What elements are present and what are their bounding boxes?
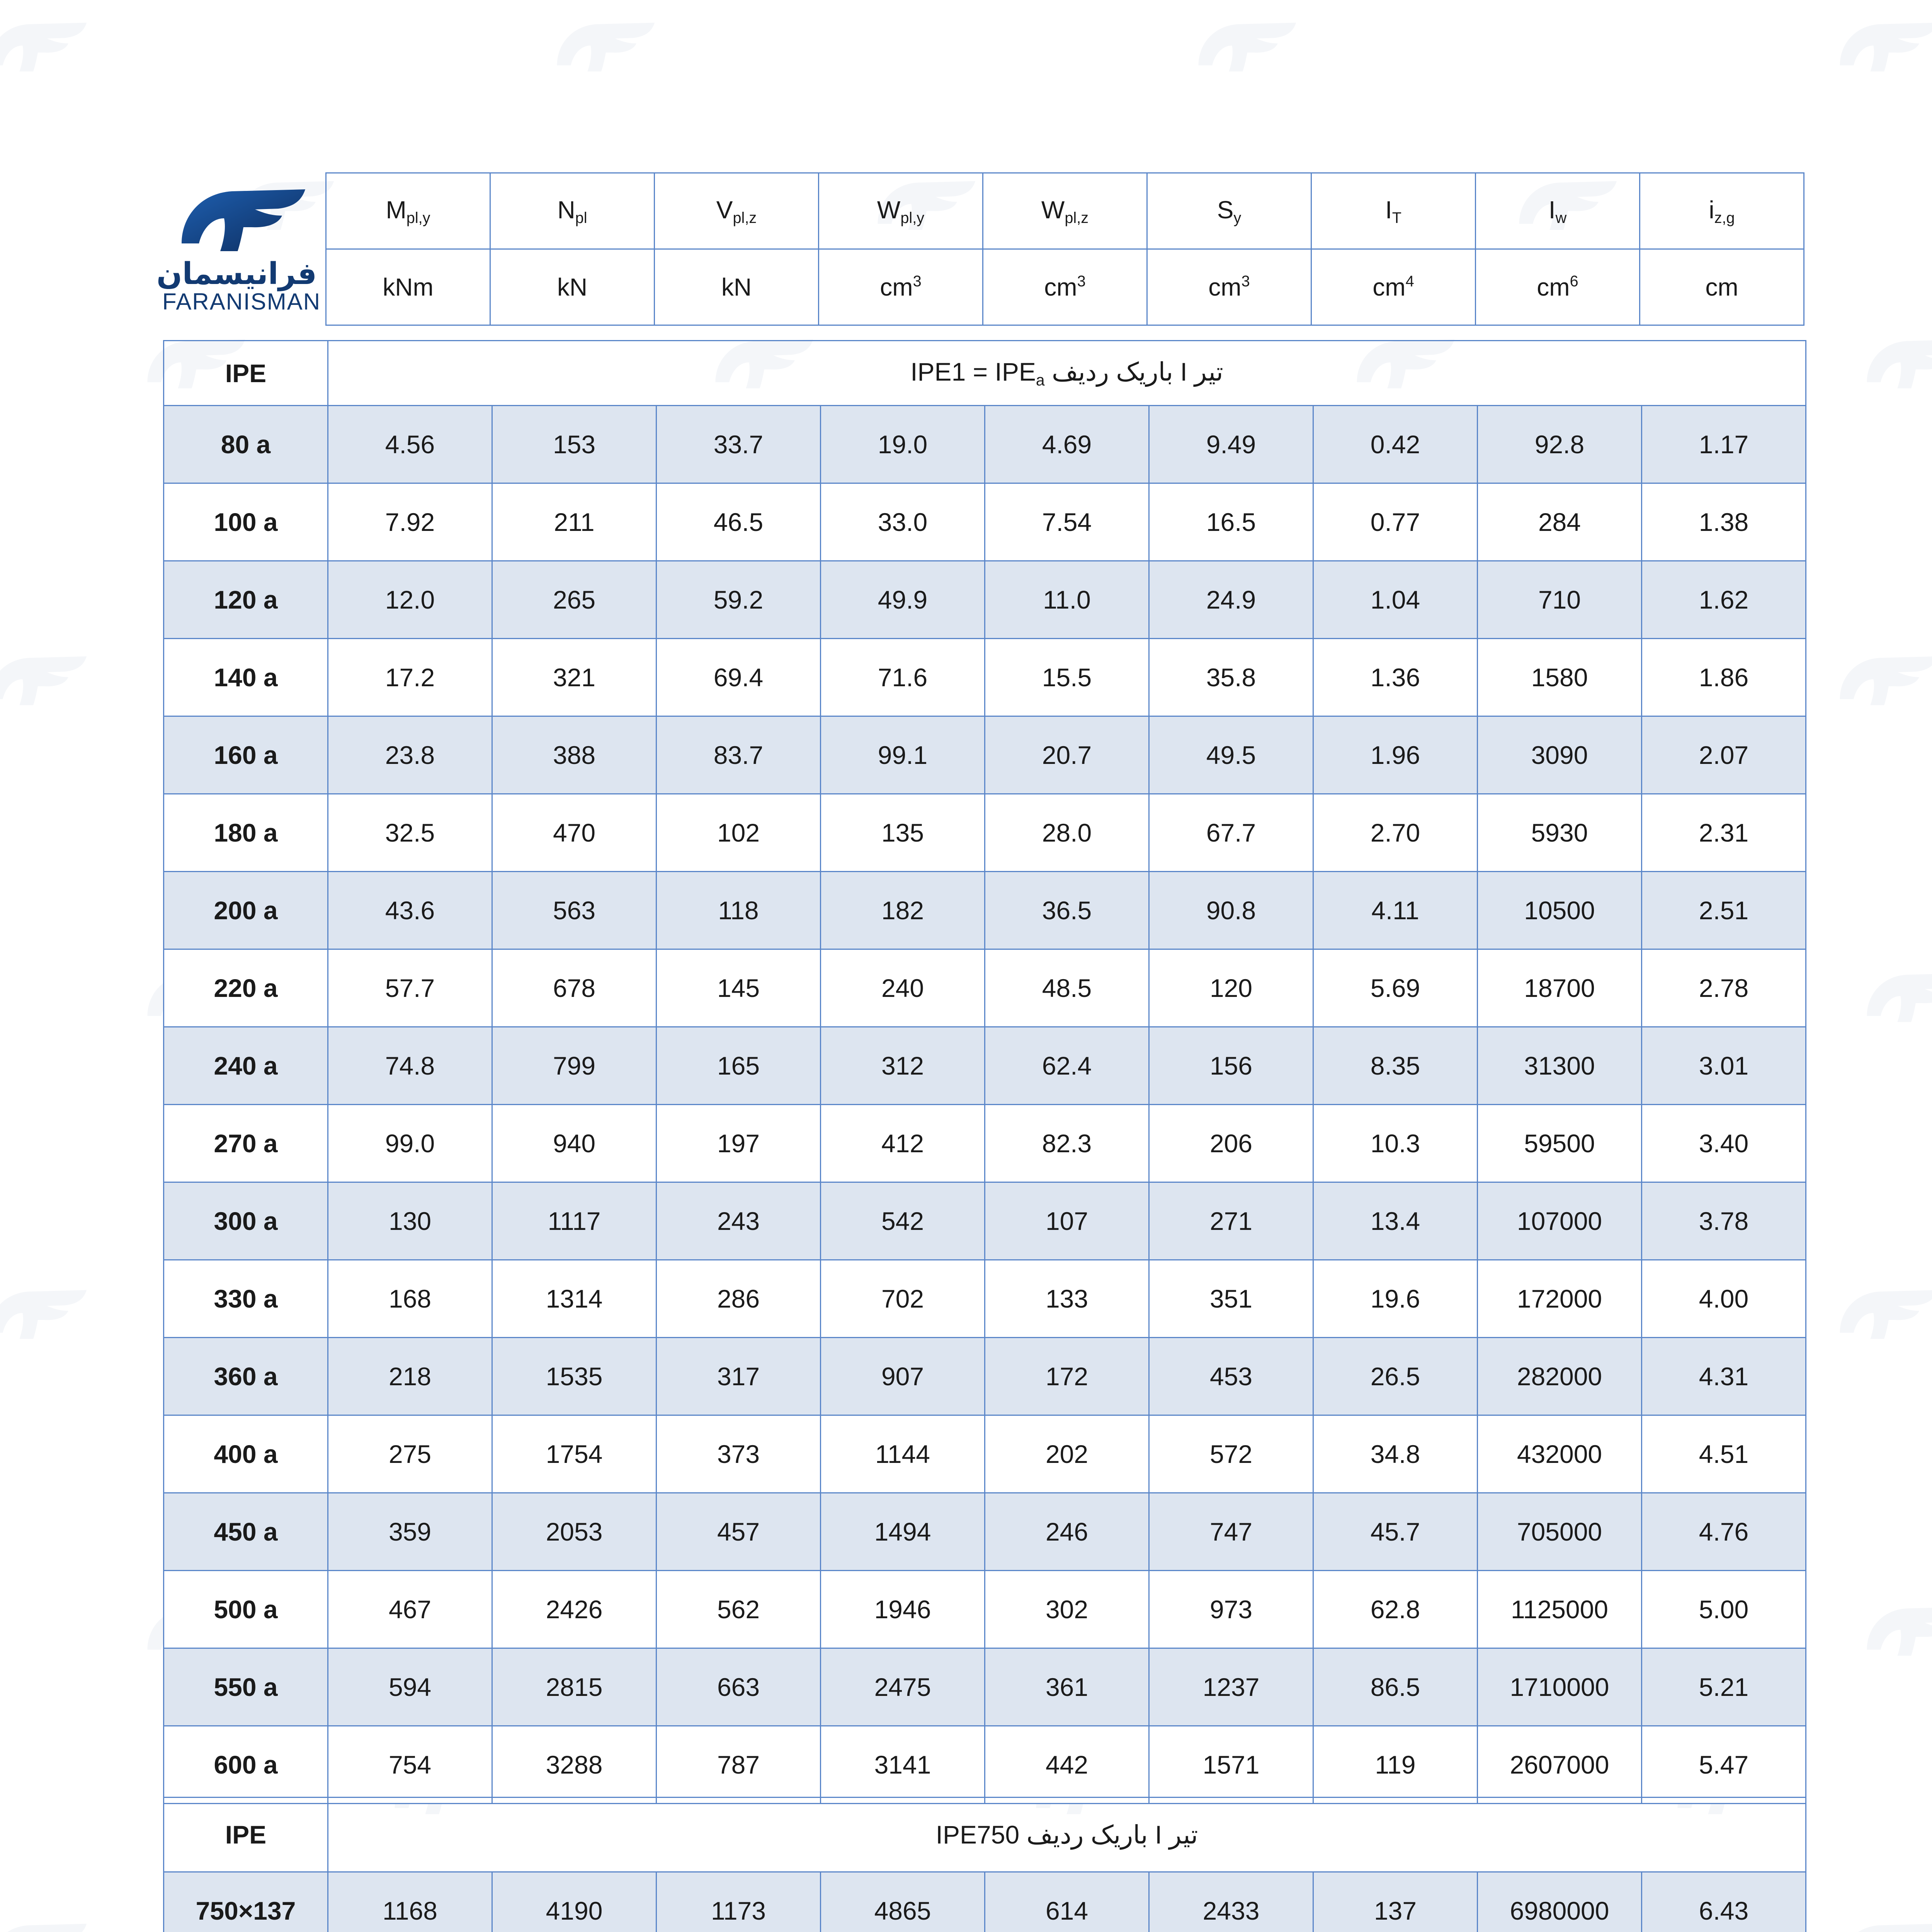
value-cell: 351 [1149,1260,1313,1338]
value-cell: 275 [328,1415,492,1493]
value-cell: 17.2 [328,639,492,716]
value-cell: 19.0 [821,406,985,483]
value-cell: 32.5 [328,794,492,872]
value-cell: 1.17 [1642,406,1806,483]
table-row [164,406,1806,483]
value-cell: 13.4 [1313,1182,1478,1260]
value-cell: 467 [328,1571,492,1648]
value-cell: 4.11 [1313,872,1478,949]
value-cell: 10500 [1478,872,1642,949]
value-cell: 49.9 [821,561,985,639]
value-cell: 197 [656,1105,821,1182]
table-row [164,1872,1806,1932]
value-cell: 1535 [492,1338,656,1415]
value-cell: 119 [1313,1726,1478,1804]
value-cell: 107000 [1478,1182,1642,1260]
value-cell: 282000 [1478,1338,1642,1415]
value-cell: 432000 [1478,1415,1642,1493]
value-cell: 973 [1149,1571,1313,1648]
unit-exponent: 3 [1241,273,1250,290]
brand-name-fa: فرانیسمان [156,257,317,291]
value-cell: 202 [985,1415,1149,1493]
value-cell: 172 [985,1338,1149,1415]
value-cell: 302 [985,1571,1149,1648]
table-row [164,483,1806,561]
value-cell: 940 [492,1105,656,1182]
table-row [164,1571,1806,1648]
value-cell: 46.5 [656,483,821,561]
value-cell: 74.8 [328,1027,492,1105]
value-cell: 1314 [492,1260,656,1338]
value-cell: 1.62 [1642,561,1806,639]
value-cell: 1117 [492,1182,656,1260]
unit-base: cm [1208,273,1242,301]
table-row [164,1182,1806,1260]
table-row [164,1338,1806,1415]
header-symbol [490,173,655,249]
value-cell: 133 [985,1260,1149,1338]
section-title-row [164,341,1806,406]
ipe-a-table [163,340,1806,1804]
value-cell: 99.0 [328,1105,492,1182]
value-cell: 2.70 [1313,794,1478,872]
value-cell: 11.0 [985,561,1149,639]
unit-row [326,249,1804,325]
value-cell: 2475 [821,1648,985,1726]
symbol-subscript: pl,y [406,209,430,226]
table-row [164,561,1806,639]
value-cell: 218 [328,1338,492,1415]
value-cell: 206 [1149,1105,1313,1182]
profile-cell: 450 a [164,1493,328,1571]
header-symbol [983,173,1147,249]
value-cell: 747 [1149,1493,1313,1571]
value-cell: 3090 [1478,716,1642,794]
value-cell: 16.5 [1149,483,1313,561]
value-cell: 28.0 [985,794,1149,872]
unit-base: cm [880,273,913,301]
profile-cell: 400 a [164,1415,328,1493]
symbol-subscript: T [1392,209,1401,226]
value-cell: 1754 [492,1415,656,1493]
symbol-subscript: pl,z [733,209,757,226]
header-unit [1476,249,1640,325]
value-cell: 59.2 [656,561,821,639]
table-row [164,794,1806,872]
value-cell: 4.56 [328,406,492,483]
table-row [164,1415,1806,1493]
title-ipe-subscript: a [1036,371,1045,389]
unit-base: kN [721,273,752,301]
symbol-subscript: z,g [1714,209,1735,226]
value-cell: 754 [328,1726,492,1804]
value-cell: 26.5 [1313,1338,1478,1415]
profile-cell: 360 a [164,1338,328,1415]
value-cell: 787 [656,1726,821,1804]
unit-exponent: 6 [1570,273,1578,290]
symbol-subscript: pl,z [1065,209,1089,226]
value-cell: 0.42 [1313,406,1478,483]
value-cell: 165 [656,1027,821,1105]
value-cell: 702 [821,1260,985,1338]
value-cell: 243 [656,1182,821,1260]
header-symbol [1147,173,1311,249]
value-cell: 82.3 [985,1105,1149,1182]
value-cell: 2.51 [1642,872,1806,949]
header-unit [490,249,655,325]
value-cell: 453 [1149,1338,1313,1415]
value-cell: 5.00 [1642,1571,1806,1648]
value-cell: 23.8 [328,716,492,794]
table-row [164,1027,1806,1105]
value-cell: 1.96 [1313,716,1478,794]
value-cell: 0.77 [1313,483,1478,561]
value-cell: 710 [1478,561,1642,639]
unit-exponent: 4 [1405,273,1414,290]
value-cell: 907 [821,1338,985,1415]
profile-cell: 160 a [164,716,328,794]
profile-cell: 550 a [164,1648,328,1726]
value-cell: 107 [985,1182,1149,1260]
value-cell: 168 [328,1260,492,1338]
symbol-base: I [1385,196,1392,224]
value-cell: 2.78 [1642,949,1806,1027]
value-cell: 1.36 [1313,639,1478,716]
profile-cell: 240 a [164,1027,328,1105]
value-cell: 286 [656,1260,821,1338]
value-cell: 1580 [1478,639,1642,716]
value-cell: 8.35 [1313,1027,1478,1105]
value-cell: 4.31 [1642,1338,1806,1415]
profile-cell: 200 a [164,872,328,949]
value-cell: 1168 [328,1872,492,1932]
value-cell: 15.5 [985,639,1149,716]
value-cell: 5930 [1478,794,1642,872]
value-cell: 10.3 [1313,1105,1478,1182]
symbol-base: S [1217,196,1234,224]
value-cell: 2.07 [1642,716,1806,794]
value-cell: 542 [821,1182,985,1260]
value-cell: 19.6 [1313,1260,1478,1338]
value-cell: 45.7 [1313,1493,1478,1571]
unit-exponent: 3 [1077,273,1086,290]
watermark-logo-icon [0,634,93,719]
value-cell: 172000 [1478,1260,1642,1338]
value-cell: 2607000 [1478,1726,1642,1804]
value-cell: 3.40 [1642,1105,1806,1182]
value-cell: 24.9 [1149,561,1313,639]
title-equals: = [966,357,995,386]
unit-base: cm [1044,273,1077,301]
watermark-logo-icon [545,0,661,85]
value-cell: 62.8 [1313,1571,1478,1648]
value-cell: 36.5 [985,872,1149,949]
watermark-logo-icon [1828,634,1932,719]
value-cell: 1237 [1149,1648,1313,1726]
value-cell: 594 [328,1648,492,1726]
value-cell: 663 [656,1648,821,1726]
value-cell: 35.8 [1149,639,1313,716]
value-cell: 118 [656,872,821,949]
value-cell: 3288 [492,1726,656,1804]
value-cell: 3141 [821,1726,985,1804]
value-cell: 4.51 [1642,1415,1806,1493]
watermark-logo-icon [1828,0,1932,85]
value-cell: 33.0 [821,483,985,561]
value-cell: 5.21 [1642,1648,1806,1726]
profile-cell: 500 a [164,1571,328,1648]
value-cell: 33.7 [656,406,821,483]
symbol-base: I [1548,196,1556,224]
symbol-subscript: y [1233,209,1242,226]
value-cell: 4190 [492,1872,656,1932]
value-cell: 49.5 [1149,716,1313,794]
value-cell: 182 [821,872,985,949]
value-cell: 246 [985,1493,1149,1571]
value-cell: 69.4 [656,639,821,716]
profile-cell: 600 a [164,1726,328,1804]
value-cell: 1144 [821,1415,985,1493]
header-symbol [1311,173,1476,249]
value-cell: 2053 [492,1493,656,1571]
table-row [164,872,1806,949]
symbol-base: M [386,196,406,224]
profile-cell: 100 a [164,483,328,561]
watermark-logo-icon [0,0,93,85]
value-cell: 614 [985,1872,1149,1932]
symbol-subscript: pl [575,209,587,226]
value-cell: 71.6 [821,639,985,716]
value-cell: 4.00 [1642,1260,1806,1338]
profile-cell: 300 a [164,1182,328,1260]
unit-base: cm [1537,273,1570,301]
faranisman-logo-icon [166,170,313,259]
value-cell: 2426 [492,1571,656,1648]
symbol-base: V [716,196,733,224]
header-symbol [326,173,490,249]
table-row [164,1493,1806,1571]
value-cell: 6.43 [1642,1872,1806,1932]
value-cell: 1494 [821,1493,985,1571]
value-cell: 59500 [1478,1105,1642,1182]
table-row [164,1726,1806,1804]
value-cell: 34.8 [1313,1415,1478,1493]
table-row [164,1105,1806,1182]
value-cell: 678 [492,949,656,1027]
table-row [164,1260,1806,1338]
value-cell: 2433 [1149,1872,1313,1932]
section-label: IPE [164,1798,328,1872]
value-cell: 799 [492,1027,656,1105]
value-cell: 271 [1149,1182,1313,1260]
header-unit [983,249,1147,325]
value-cell: 135 [821,794,985,872]
value-cell: 1.04 [1313,561,1478,639]
value-cell: 2.31 [1642,794,1806,872]
header-symbol [655,173,819,249]
value-cell: 6980000 [1478,1872,1642,1932]
header-symbol [819,173,983,249]
value-cell: 4.76 [1642,1493,1806,1571]
symbol-base: N [557,196,575,224]
value-cell: 18700 [1478,949,1642,1027]
brand-logo [156,170,321,325]
value-cell: 12.0 [328,561,492,639]
value-cell: 92.8 [1478,406,1642,483]
value-cell: 90.8 [1149,872,1313,949]
profile-cell: 140 a [164,639,328,716]
value-cell: 145 [656,949,821,1027]
value-cell: 1946 [821,1571,985,1648]
value-cell: 373 [656,1415,821,1493]
header-symbol [1476,173,1640,249]
section-title: تیر I باریک ردیف IPE750 [328,1798,1806,1872]
unit-exponent: 3 [913,273,922,290]
value-cell: 361 [985,1648,1149,1726]
value-cell: 412 [821,1105,985,1182]
value-cell: 137 [1313,1872,1478,1932]
value-cell: 5.47 [1642,1726,1806,1804]
value-cell: 62.4 [985,1027,1149,1105]
header-unit [326,249,490,325]
value-cell: 156 [1149,1027,1313,1105]
value-cell: 321 [492,639,656,716]
watermark-logo-icon [1186,0,1302,85]
header-unit [1640,249,1804,325]
value-cell: 211 [492,483,656,561]
watermark-logo-icon [1828,1267,1932,1352]
title-text-fa: تیر I باریک ردیف [1052,357,1223,386]
value-cell: 563 [492,872,656,949]
profile-cell: 270 a [164,1105,328,1182]
watermark-logo-icon [0,1901,93,1932]
header-symbol [1640,173,1804,249]
value-cell: 284 [1478,483,1642,561]
value-cell: 2815 [492,1648,656,1726]
column-header-table [325,172,1804,326]
value-cell: 317 [656,1338,821,1415]
value-cell: 7.54 [985,483,1149,561]
header-unit [1311,249,1476,325]
value-cell: 265 [492,561,656,639]
value-cell: 240 [821,949,985,1027]
value-cell: 31300 [1478,1027,1642,1105]
symbol-base: W [877,196,901,224]
symbol-base: i [1709,196,1714,224]
value-cell: 5.69 [1313,949,1478,1027]
profile-cell: 750×137 [164,1872,328,1932]
header-unit [819,249,983,325]
profile-cell: 220 a [164,949,328,1027]
value-cell: 388 [492,716,656,794]
watermark-logo-icon [1828,1901,1932,1932]
value-cell: 705000 [1478,1493,1642,1571]
value-cell: 83.7 [656,716,821,794]
value-cell: 20.7 [985,716,1149,794]
profile-cell: 120 a [164,561,328,639]
value-cell: 4.69 [985,406,1149,483]
symbol-row [326,173,1804,249]
watermark-logo-icon [1855,317,1932,402]
value-cell: 1.86 [1642,639,1806,716]
header-unit [1147,249,1311,325]
watermark-logo-icon [1855,1584,1932,1669]
value-cell: 7.92 [328,483,492,561]
symbol-base: W [1041,196,1065,224]
unit-base: cm [1372,273,1406,301]
value-cell: 312 [821,1027,985,1105]
value-cell: 442 [985,1726,1149,1804]
value-cell: 130 [328,1182,492,1260]
value-cell: 562 [656,1571,821,1648]
value-cell: 3.01 [1642,1027,1806,1105]
value-cell: 1710000 [1478,1648,1642,1726]
profile-cell: 180 a [164,794,328,872]
value-cell: 153 [492,406,656,483]
symbol-subscript: pl,y [900,209,925,226]
value-cell: 102 [656,794,821,872]
table-row [164,949,1806,1027]
value-cell: 43.6 [328,872,492,949]
value-cell: 120 [1149,949,1313,1027]
profile-cell: 80 a [164,406,328,483]
unit-base: kN [557,273,588,301]
value-cell: 3.78 [1642,1182,1806,1260]
value-cell: 99.1 [821,716,985,794]
value-cell: 457 [656,1493,821,1571]
unit-base: cm [1705,273,1738,301]
brand-name-en: FARANISMAN [162,289,321,315]
value-cell: 1125000 [1478,1571,1642,1648]
section-title [328,341,1806,406]
value-cell: 86.5 [1313,1648,1478,1726]
value-cell: 67.7 [1149,794,1313,872]
value-cell: 1571 [1149,1726,1313,1804]
title-ipe: IPE [995,357,1036,386]
header-unit [655,249,819,325]
watermark-logo-icon [1855,951,1932,1036]
section-label: IPE [164,341,328,406]
value-cell: 4865 [821,1872,985,1932]
title-code: IPE1 [910,357,966,386]
value-cell: 9.49 [1149,406,1313,483]
value-cell: 57.7 [328,949,492,1027]
table-row [164,639,1806,716]
table-row [164,716,1806,794]
unit-base: kNm [383,273,434,301]
value-cell: 470 [492,794,656,872]
table-row [164,1648,1806,1726]
profile-cell: 330 a [164,1260,328,1338]
value-cell: 1173 [656,1872,821,1932]
value-cell: 572 [1149,1415,1313,1493]
value-cell: 48.5 [985,949,1149,1027]
ipe750-table [163,1797,1806,1932]
symbol-subscript: w [1555,209,1567,226]
value-cell: 359 [328,1493,492,1571]
watermark-logo-icon [0,1267,93,1352]
section-title-row [164,1798,1806,1872]
value-cell: 1.38 [1642,483,1806,561]
